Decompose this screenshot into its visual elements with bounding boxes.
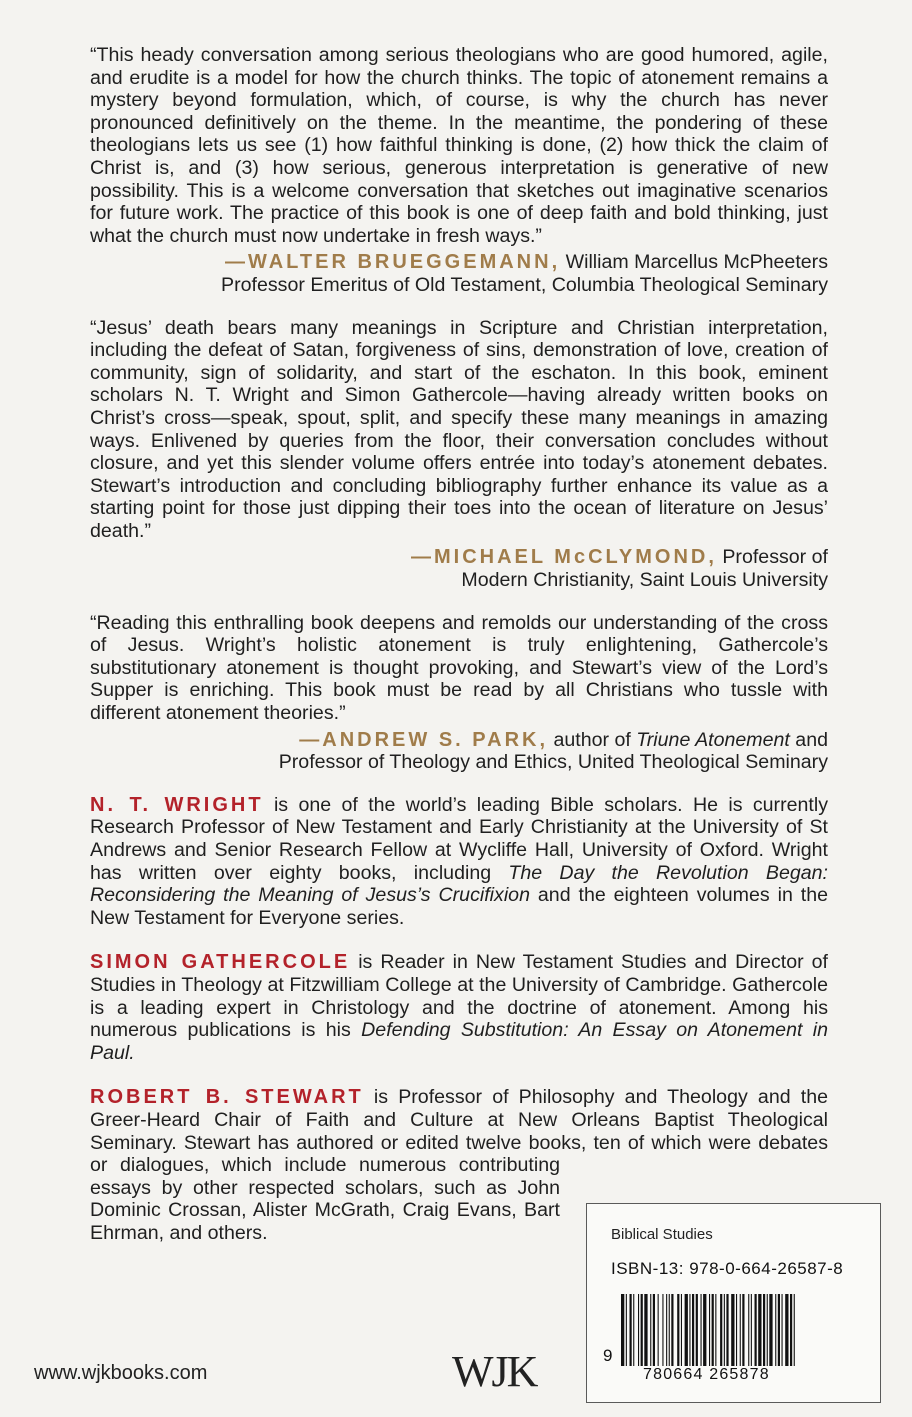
endorsement-mcclymond [90,317,828,592]
barcode-bar [638,1294,639,1366]
isbn-sticker [586,1203,881,1403]
barcode-bar [669,1294,670,1366]
barcode-bar [644,1294,647,1366]
barcode-bar [681,1294,682,1366]
barcode-bar [751,1294,752,1366]
barcode-bar [641,1294,643,1366]
endorser-title-line2: Professor of Theology and Ethics, United Theological Seminary [278,751,828,774]
barcode-bar [715,1294,716,1366]
barcode-bar [662,1294,663,1366]
endorsement-brueggemann [90,44,828,297]
endorser-title-line1: William Marcellus McPheeters [565,251,828,274]
endorser-title-line2: Modern Christianity, Saint Louis University [461,569,828,592]
barcode-bar [689,1294,690,1366]
author-name: N. T. WRIGHT [90,793,264,816]
barcode-bar [748,1294,749,1366]
endorser-name: —MICHAEL McCLYMOND, [411,546,717,569]
barcode-bar [740,1294,741,1366]
endorser-title-line1: Professor of [722,546,828,569]
barcode-bar [763,1294,765,1366]
barcode-digits: 780664 265878 [643,1366,770,1383]
barcode-bar [794,1294,795,1366]
barcode-bar [726,1294,728,1366]
barcode-bar [677,1294,679,1366]
endorsement-attribution [90,729,828,774]
endorser-name: —WALTER BRUEGGEMANN, [224,251,561,274]
barcode-bar [782,1294,783,1366]
barcode-bar [692,1294,694,1366]
barcode-bar [666,1294,667,1366]
back-cover-text [90,44,828,1274]
publisher-website: www.wjkbooks.com [34,1362,208,1384]
barcode-bar [790,1294,792,1366]
endorsement-text: “Jesus’ death bears many meanings in Scripture and Christian interpretation, including the defeat of Satan, forgiveness of sins, demonstration of love, creation of community, sign of solidarity, and start of the eschaton. In this book, eminent scholars N. T. Wright and Simon Gathercole—having already written books on Christ’s cross—speak, spout, split, and specify these many meanings in amazing ways. Enlivened by queries from the floor, their conversation concludes without closure, and yet this slender volume offers entrée into today’s atonement debates. Stewart’s introduction and concluding bibliography further enhance its value as a starting point for those just dipping their toes into the ocean of literature on Jesus’ death.” [90,316,828,542]
barcode-bar [767,1294,768,1366]
bio-wright [90,794,828,930]
barcode-bar [755,1294,757,1366]
isbn-label: ISBN-13: 978-0-664-26587-8 [611,1259,844,1278]
book-title: The Day the Revolution Began: Reconsidering the Meaning of Jesus’s Crucifixion [90,861,828,907]
author-name: ROBERT B. STEWART [90,1086,364,1109]
barcode-bar [742,1294,744,1366]
endorsement-text: “Reading this enthralling book deepens and remolds our understanding of the cross of Jesus. Wright’s holistic atonement is truly enlightening, Gathercole’s substitutionary atonement is thought provoking, and Stewart’s view of the Lord’s Supper is enriching. This book must be read by all Christians who tussle with different atonement theories.” [90,611,828,725]
endorsement-attribution [90,546,828,591]
bio-text-end: and the eighteen volumes in the New Testament for Everyone series. [90,884,828,929]
barcode-bar [709,1294,710,1366]
barcode-bar [712,1294,714,1366]
endorsement-attribution [90,251,828,296]
endorser-title-line2: Professor Emeritus of Old Testament, Columbia Theological Seminary [221,273,828,296]
publisher-logo: WJK [452,1347,537,1396]
barcode-bar [778,1294,780,1366]
barcode-bar [736,1294,737,1366]
bio-gathercole [90,951,828,1064]
barcode-bar [685,1294,688,1366]
barcode-bar [785,1294,788,1366]
bio-text: is Professor of Philosophy and Theology and the Greer-Heard Chair of Faith and Culture at New Orleans Baptist Theological Seminary. Stewart has authored or edited twelve books, ten of which were debates or dialogues, which include numerous contributing essays by other respected scholars, such as John Dominic Crossan, Alister McGrath, Craig Evans, Bart Ehrman, and others. [90,1086,828,1244]
endorsement-park [90,612,828,774]
bio-text: is one of the world’s leading Bible scholars. He is currently Research Professor of New Testament and Early Christianity at the University of St Andrews and Senior Research Fellow at Wycliffe Hall, University of Oxford. Wright has written over eighty books, including [90,793,828,884]
barcode-bar [769,1294,772,1366]
barcode-bar [630,1294,632,1366]
barcode-bar [701,1294,702,1366]
barcode-bar [653,1294,655,1366]
barcode-bar [633,1294,634,1366]
barcode [619,1294,859,1366]
endorsement-text: “This heady conversation among serious theologians who are good humored, agile, and erudite is a model for how the church thinks. The topic of atonement remains a mystery beyond formulation, which, of course, is why the church has never pronounced definitively on the theme. In the meantime, the pondering of these theologians lets us see (1) how faithful thinking is done, (2) how thick the claim of Christ is, and (3) how serious, generous interpretation is generative of new possibility. This is a welcome conversation that sketches out imaginative scenarios for future work. The practice of this book is one of deep faith and bold thinking, just what the church must now undertake in fresh ways.” [90,44,828,247]
barcode-bar [650,1294,651,1366]
barcode-bar [621,1294,624,1366]
book-title: Triune Atonement [636,728,790,751]
barcode-bar [724,1294,725,1366]
barcode-bar [731,1294,734,1366]
barcode-bar [775,1294,776,1366]
book-title: Defending Substitution: An Essay on Atonement in Paul. [90,1019,828,1064]
barcode-bar [758,1294,761,1366]
bio-text: is Reader in New Testament Studies and Director of Studies in Theology at Fitzwilliam College at the University of Cambridge. Gathercole is a leading expert in Christology and the doctrine of atonement. Among his numerous publications is his [90,951,828,1042]
barcode-bar [720,1294,722,1366]
barcode-bar [703,1294,706,1366]
category-label: Biblical Studies [611,1226,713,1243]
endorser-name: —ANDREW S. PARK, [299,728,549,751]
barcode-bar [658,1294,659,1366]
barcode-bar [671,1294,673,1366]
barcode-first-digit: 9 [603,1346,613,1365]
endorser-title-pre: author of [553,728,631,751]
barcode-bar [626,1294,627,1366]
endorser-title-post: and [795,728,828,751]
author-name: SIMON GATHERCOLE [90,951,351,974]
barcode-bar [696,1294,698,1366]
